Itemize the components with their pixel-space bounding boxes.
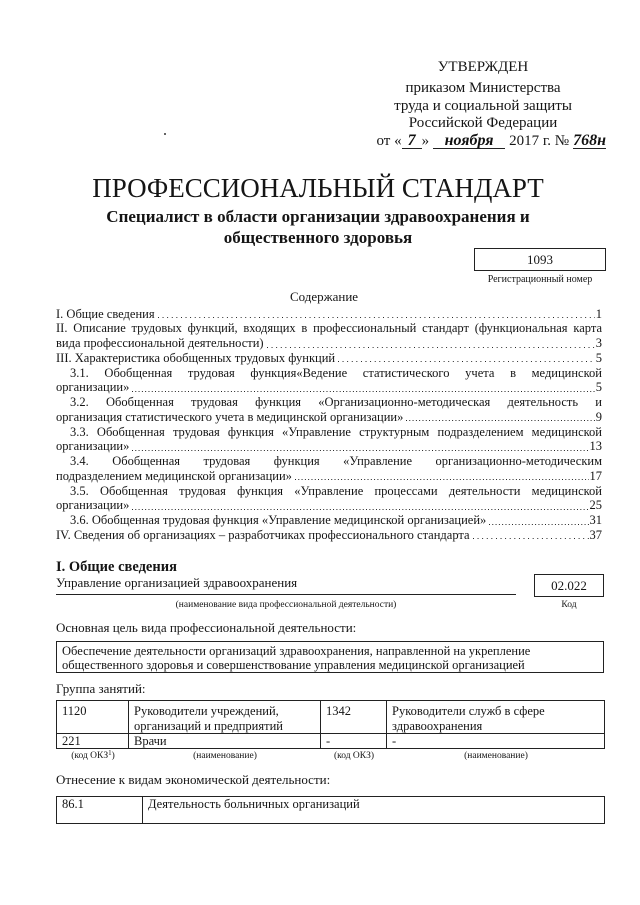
toc-item-3-4: 3.4. Обобщенная трудовая функция «Управление организационно-методическим — [70, 454, 602, 468]
toc-item-labor-functions: II. Описание трудовых функций, входящих в профессиональный стандарт (функциональная карта — [56, 321, 602, 336]
code-caption: Код — [561, 600, 577, 610]
registration-number-box: 1093 — [474, 248, 606, 271]
dot-leader — [267, 336, 595, 351]
toc-item-developers — [56, 528, 602, 543]
goal-box — [56, 641, 604, 673]
goal-label: Основная цель вида профессиональной деятельности: — [56, 620, 357, 635]
toc-item-3-2: 3.2. Обобщенная трудовая функция «Организационно-методическая деятельность и — [70, 395, 602, 409]
toc-item-text: III. Характеристика обобщенных трудовых функций — [56, 350, 336, 365]
toc-item-text: организация статистического учета в медицинской организации» — [56, 409, 404, 424]
toc-page-number: 17 — [589, 468, 602, 483]
handwritten-day: 7 — [402, 133, 422, 149]
table-cell-economic-activity-name: Деятельность больничных организаций — [143, 797, 605, 824]
table-cell-okz-code: 1120 — [57, 701, 129, 734]
economic-activity-table — [56, 796, 605, 824]
caption-name: (наименование) — [193, 751, 257, 761]
toc-item-3-4-cont — [56, 469, 602, 484]
toc-item-text: подразделением медицинской организации» — [56, 468, 292, 483]
caption-text: ) — [111, 751, 115, 761]
subtitle-line: общественного здоровья — [223, 227, 413, 247]
toc-item-3-6 — [56, 513, 602, 528]
toc-page-number: 31 — [589, 513, 602, 527]
goal-line: Обеспечение деятельности организаций здравоохранения, направленной на укрепление — [62, 644, 531, 658]
document-subtitle — [0, 206, 636, 248]
date-prefix: от « — [376, 132, 402, 149]
dot-leader — [338, 351, 595, 366]
approval-heading: УТВЕРЖДЕН — [437, 59, 529, 75]
toc-item-general-info — [56, 307, 602, 322]
table-cell-okved-code: 86.1 — [57, 797, 143, 824]
toc-page-number: 37 — [589, 527, 602, 542]
registration-number-label: Регистрационный номер — [487, 274, 593, 285]
dot-leader — [406, 410, 594, 425]
dot-leader — [132, 380, 594, 395]
caption-okz-code — [57, 751, 129, 762]
handwritten-order-number: 768н — [573, 131, 606, 149]
caption-text: (код ОКЗ — [71, 751, 109, 761]
toc-item-3-1: 3.1. Обобщенная трудовая функция«Ведение статистического учета в медицинской — [70, 365, 602, 380]
goal-line: общественного здоровья и совершенствование управления медицинской организацией — [62, 658, 525, 672]
toc-item-text: организации» — [56, 498, 130, 513]
footnote-marker: 1 — [108, 749, 112, 757]
toc-item-text: организации» — [56, 380, 130, 395]
dot-leader — [132, 498, 588, 513]
toc-item-labor-functions-cont — [56, 336, 602, 351]
scan-speck — [164, 133, 166, 135]
toc-item-text: I. Общие сведения — [56, 306, 155, 321]
activity-code-box: 02.022 — [534, 574, 604, 597]
toc-item-3-2-cont — [56, 410, 602, 425]
date-close-quote: » — [421, 132, 430, 149]
toc-page-number: 9 — [595, 409, 602, 424]
occupation-table-captions — [57, 751, 605, 762]
activity-underline — [56, 594, 516, 595]
occupation-group-label: Группа занятий: — [56, 681, 146, 696]
toc-item-text: IV. Сведения об организациях – разработчиках профессионального стандарта — [56, 527, 470, 542]
toc-page-number: 3 — [595, 336, 602, 350]
toc-item-3-3: 3.3. Обобщенная трудовая функция «Управление структурным подразделением медицинской — [70, 424, 602, 439]
toc-page-number: 5 — [595, 350, 602, 365]
section-heading: I. Общие сведения — [56, 559, 177, 575]
dot-leader — [295, 469, 589, 484]
occupation-table — [56, 700, 605, 749]
approval-line: приказом Министерства — [405, 80, 561, 96]
economic-activity-label: Отнесение к видам экономической деятельности: — [56, 772, 331, 787]
toc-item-generalized-functions — [56, 351, 602, 366]
toc-item-text: 3.6. Обобщенная трудовая функция «Управление медицинской организацией» — [70, 513, 487, 527]
handwritten-month: ноября — [433, 133, 505, 149]
toc-page-number: 1 — [595, 306, 602, 321]
activity-name: Управление организацией здравоохранения — [56, 575, 298, 590]
approval-date-line — [360, 133, 606, 151]
toc-item-3-3-cont — [56, 439, 602, 454]
dot-leader — [489, 513, 588, 528]
activity-caption: (наименование вида профессиональной деятельности) — [175, 600, 397, 610]
toc-page-number: 5 — [595, 380, 602, 395]
approval-block — [360, 59, 606, 150]
table-cell-occupation-name: Врачи — [129, 734, 321, 749]
table-of-contents — [56, 307, 602, 543]
caption-okz-code: (код ОКЗ) — [333, 751, 375, 761]
document-title: ПРОФЕССИОНАЛЬНЫЙ СТАНДАРТ — [92, 173, 544, 203]
table-cell-okz-code: 221 — [57, 734, 129, 749]
contents-heading: Содержание — [289, 289, 359, 304]
toc-page-number: 13 — [589, 439, 602, 454]
toc-item-text: организации» — [56, 439, 130, 454]
toc-item-3-1-cont — [56, 380, 602, 395]
date-year-text: 2017 г. № — [509, 132, 570, 149]
approval-line: Российской Федерации — [408, 115, 558, 131]
dot-leader — [132, 439, 588, 454]
toc-page-number: 25 — [589, 498, 602, 513]
caption-name: (наименование) — [464, 751, 528, 761]
table-cell-occupation-name: Руководители учреждений, организаций и предприятий — [129, 701, 321, 734]
table-cell-okz-code: - — [321, 734, 387, 749]
approval-line: труда и социальной защиты — [394, 97, 572, 114]
table-cell-occupation-name: Руководители служб в сфере здравоохранения — [387, 701, 605, 734]
table-cell-occupation-name: - — [387, 734, 605, 749]
toc-item-3-5-cont — [56, 498, 602, 513]
dot-leader — [158, 307, 595, 322]
toc-item-3-5: 3.5. Обобщенная трудовая функция «Управление процессами деятельности медицинской — [70, 483, 602, 498]
subtitle-line: Специалист в области организации здравоохранения и — [106, 206, 530, 226]
dot-leader — [473, 528, 589, 543]
table-cell-okz-code: 1342 — [321, 701, 387, 734]
toc-item-text: вида профессиональной деятельности) — [56, 336, 264, 350]
